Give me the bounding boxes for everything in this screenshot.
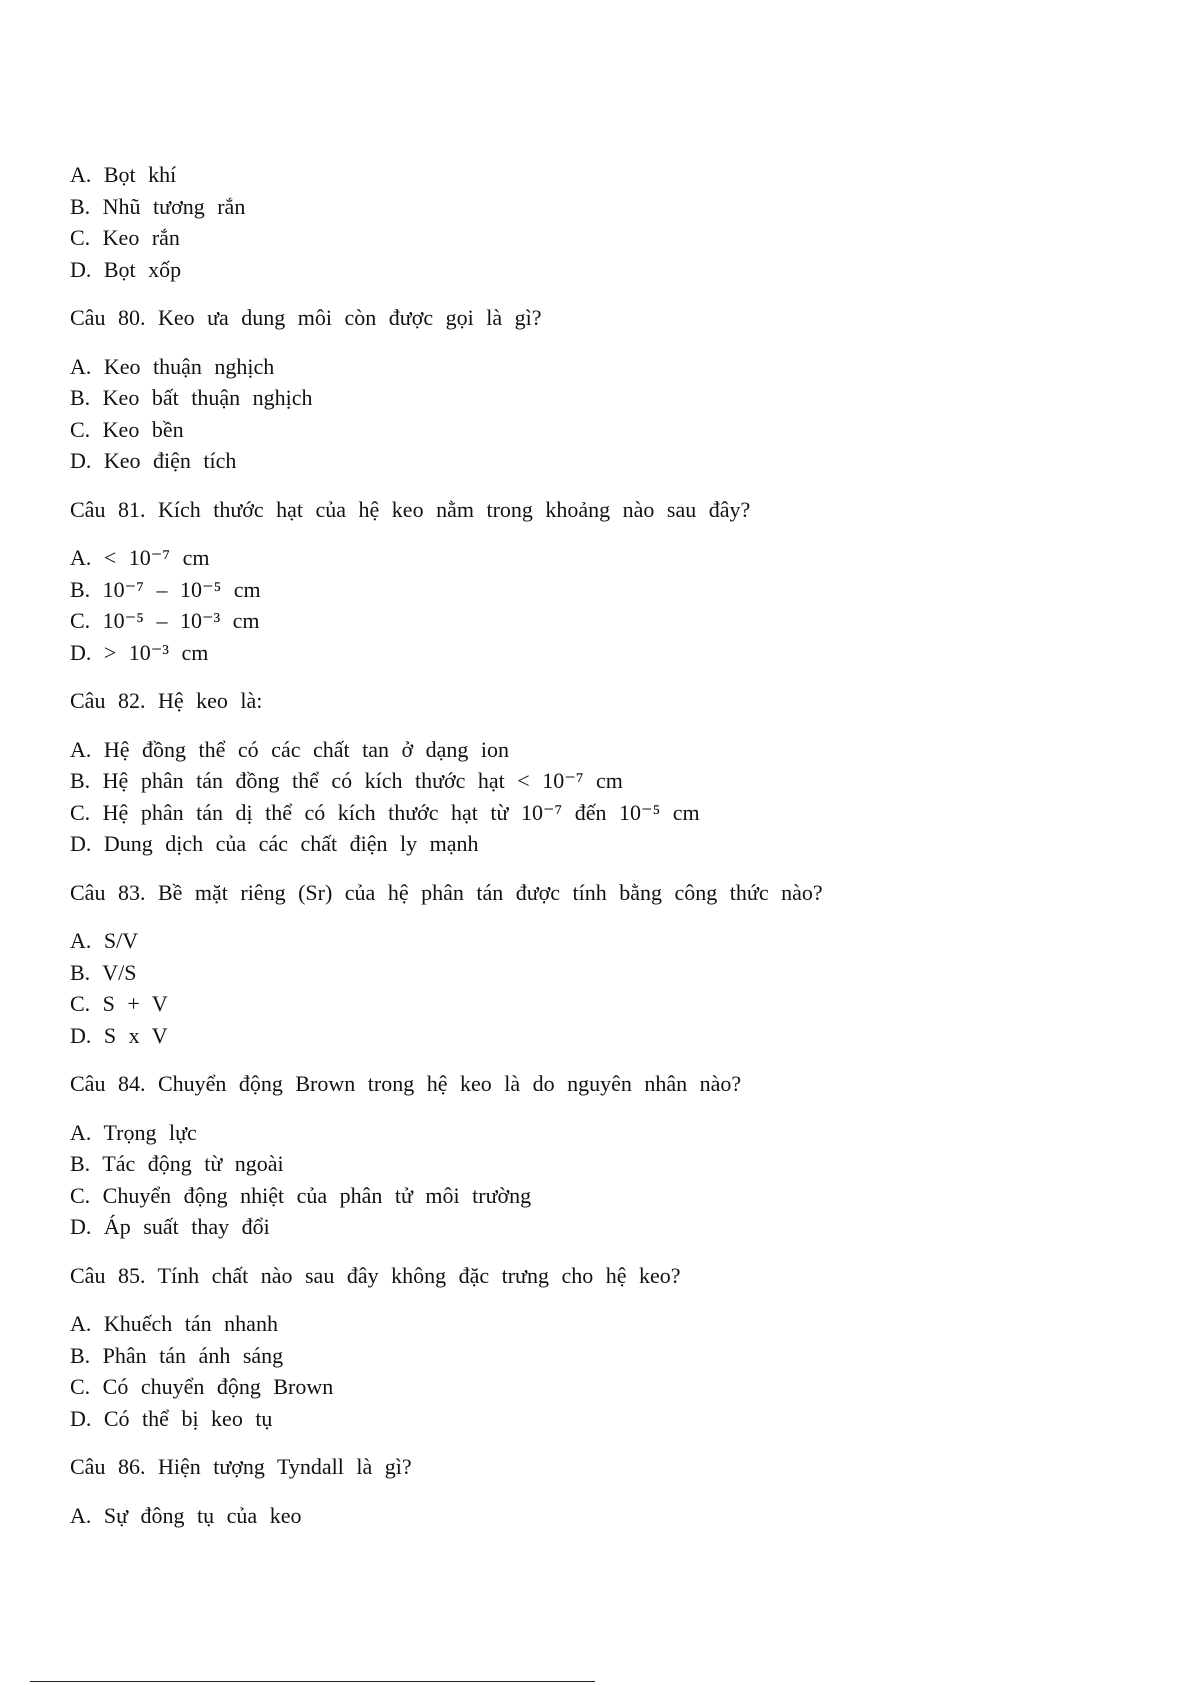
answer-option: C. Keo bền: [70, 416, 184, 442]
answer-option: C. Chuyển động nhiệt của phân tử môi trường: [70, 1182, 532, 1208]
answer-option: D. S x V: [70, 1022, 168, 1048]
answer-option: C. S + V: [70, 991, 168, 1016]
answer-option: A. Keo thuận nghịch: [70, 353, 275, 379]
answer-option: D. Bọt xốp: [70, 256, 182, 282]
answer-option: B. Phân tán ánh sáng: [70, 1342, 284, 1368]
answer-option: D. Áp suất thay đổi: [70, 1214, 270, 1239]
answer-option: A. Sự đông tụ của keo: [70, 1502, 302, 1528]
footer-divider: [30, 1681, 595, 1682]
answer-option: A. Hệ đồng thể có các chất tan ở dạng ion: [70, 736, 510, 762]
question-block-82: [70, 685, 1130, 860]
question-title: Câu 80. Keo ưa dung môi còn được gọi là gì?: [70, 305, 542, 330]
question-title: Câu 84. Chuyển động Brown trong hệ keo là do nguyên nhân nào?: [70, 1071, 742, 1096]
answer-option: A. Bọt khí: [70, 162, 177, 187]
question-block-85: [70, 1260, 1130, 1435]
answer-option: D. Dung dịch của các chất điện ly mạnh: [70, 831, 479, 856]
question-block-80: [70, 302, 1130, 477]
answer-option: C. 10⁻⁵ – 10⁻³ cm: [70, 608, 260, 633]
answer-option: D. > 10⁻³ cm: [70, 639, 209, 665]
answer-option: B. V/S: [70, 959, 137, 985]
option-list: [70, 159, 1130, 285]
answer-option: B. 10⁻⁷ – 10⁻⁵ cm: [70, 576, 261, 602]
answer-option: C. Keo rắn: [70, 225, 180, 250]
answer-option: A. S/V: [70, 928, 139, 953]
answer-option: C. Hệ phân tán dị thể có kích thước hạt từ 10⁻⁷ đến 10⁻⁵ cm: [70, 799, 700, 825]
answer-option: B. Tác động từ ngoài: [70, 1151, 284, 1176]
question-block-84: [70, 1068, 1130, 1243]
answer-option: B. Hệ phân tán đồng thể có kích thước hạt < 10⁻⁷ cm: [70, 768, 623, 793]
question-title: Câu 86. Hiện tượng Tyndall là gì?: [70, 1454, 412, 1479]
answer-option: A. Trọng lực: [70, 1119, 197, 1145]
answer-option: A. < 10⁻⁷ cm: [70, 545, 210, 570]
document-page: [70, 159, 1130, 1531]
question-title: Câu 81. Kích thước hạt của hệ keo nằm trong khoảng nào sau đây?: [70, 496, 751, 522]
question-title: Câu 83. Bề mặt riêng (Sr) của hệ phân tán được tính bằng công thức nào?: [70, 879, 823, 905]
question-block-86: [70, 1451, 1130, 1531]
question-title: Câu 82. Hệ keo là:: [70, 688, 263, 713]
answer-option: A. Khuếch tán nhanh: [70, 1311, 278, 1336]
question-block-83: [70, 877, 1130, 1052]
answer-option: C. Có chuyển động Brown: [70, 1374, 334, 1399]
answer-option: D. Có thể bị keo tụ: [70, 1405, 273, 1431]
question-block-81: [70, 494, 1130, 669]
answer-option: B. Nhũ tương rắn: [70, 193, 246, 219]
answer-option: D. Keo điện tích: [70, 448, 237, 473]
question-title: Câu 85. Tính chất nào sau đây không đặc trưng cho hệ keo?: [70, 1262, 681, 1288]
answer-option: B. Keo bất thuận nghịch: [70, 385, 313, 410]
